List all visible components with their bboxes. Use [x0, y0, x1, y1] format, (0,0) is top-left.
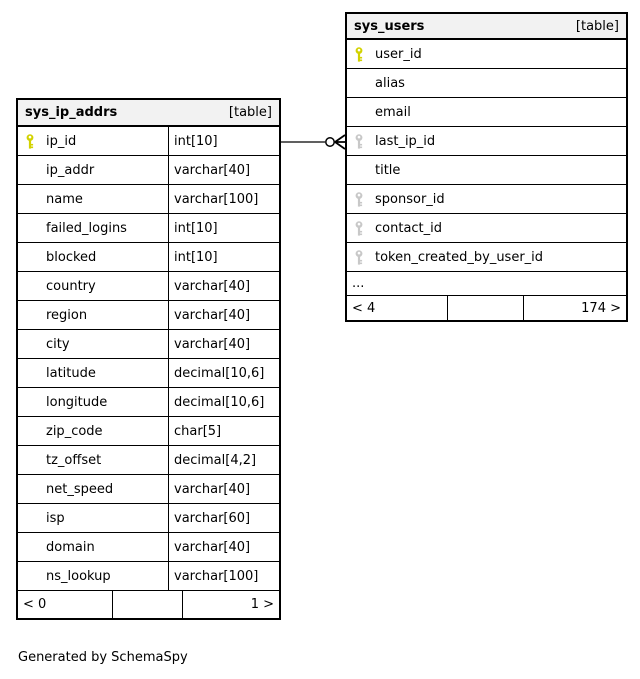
foreign-key-icon [354, 221, 375, 236]
column-name: email [375, 104, 411, 120]
column-type: varchar[40] [168, 272, 279, 300]
column-type: varchar[100] [168, 562, 279, 590]
column-name: latitude [46, 365, 96, 381]
column-type: int[10] [168, 127, 279, 155]
column-row-ip-id [18, 127, 279, 156]
column-type: decimal[10,6] [168, 388, 279, 416]
column-name: ip_addr [46, 162, 95, 178]
column-type: decimal[4,2] [168, 446, 279, 474]
column-name: user_id [375, 46, 422, 62]
column-row-user-id [347, 40, 626, 69]
pager-next: 174 > [523, 296, 626, 320]
generated-by-note: Generated by SchemaSpy [18, 650, 188, 665]
more-columns-ellipsis: ... [347, 272, 626, 296]
column-type: char[5] [168, 417, 279, 445]
column-row-contact-id [347, 214, 626, 243]
pager-next: 1 > [182, 591, 279, 618]
column-name: longitude [46, 394, 108, 410]
column-name: failed_logins [46, 220, 127, 236]
column-name: token_created_by_user_id [375, 249, 544, 265]
column-name: ip_id [46, 133, 77, 149]
column-name: blocked [46, 249, 97, 265]
column-row-title [347, 156, 626, 185]
table-pager [18, 591, 279, 618]
column-name: zip_code [46, 423, 103, 439]
pager-spacer [447, 296, 522, 320]
column-name: alias [375, 75, 405, 91]
column-name: title [375, 162, 401, 178]
column-type: varchar[40] [168, 156, 279, 184]
column-name: city [46, 336, 70, 352]
column-name: name [46, 191, 83, 207]
column-name: last_ip_id [375, 133, 436, 149]
column-name: isp [46, 510, 65, 526]
foreign-key-icon [354, 250, 375, 265]
column-type: varchar[40] [168, 330, 279, 358]
column-row-domain [18, 533, 279, 562]
column-name: contact_id [375, 220, 443, 236]
column-list [347, 40, 626, 272]
pager-prev: < 4 [352, 300, 376, 316]
column-name: country [46, 278, 96, 294]
table-name: sys_users [354, 18, 425, 34]
column-row-city [18, 330, 279, 359]
column-row-ns-lookup [18, 562, 279, 591]
pager-spacer [112, 591, 182, 618]
column-type: varchar[40] [168, 301, 279, 329]
column-type: varchar[40] [168, 475, 279, 503]
column-name: sponsor_id [375, 191, 445, 207]
column-row-region [18, 301, 279, 330]
table-sys-ip-addrs[interactable] [16, 98, 281, 620]
column-row-sponsor-id [347, 185, 626, 214]
table-sys-users[interactable] [345, 12, 628, 322]
column-name: domain [46, 539, 95, 555]
column-type: int[10] [168, 243, 279, 271]
foreign-key-icon [354, 192, 375, 207]
column-row-last-ip-id [347, 127, 626, 156]
table-header [18, 100, 279, 127]
relationship-connector-ip-id-to-last-ip-id [280, 131, 345, 153]
column-row-alias [347, 69, 626, 98]
pager-prev: < 0 [23, 597, 47, 612]
table-pager [347, 296, 626, 320]
column-row-token-created-by-user-id [347, 243, 626, 272]
column-row-name [18, 185, 279, 214]
column-type: varchar[60] [168, 504, 279, 532]
foreign-key-icon [354, 134, 375, 149]
column-type: int[10] [168, 214, 279, 242]
column-row-isp [18, 504, 279, 533]
primary-key-icon [25, 134, 46, 149]
column-row-net-speed [18, 475, 279, 504]
table-name: sys_ip_addrs [25, 105, 118, 120]
column-type: decimal[10,6] [168, 359, 279, 387]
column-row-latitude [18, 359, 279, 388]
table-header [347, 14, 626, 40]
primary-key-icon [354, 47, 375, 62]
table-type-badge: [table] [228, 105, 272, 120]
column-row-blocked [18, 243, 279, 272]
column-name: net_speed [46, 481, 114, 497]
column-list [18, 127, 279, 591]
column-row-failed-logins [18, 214, 279, 243]
column-row-ip-addr [18, 156, 279, 185]
column-row-email [347, 98, 626, 127]
table-type-badge: [table] [575, 18, 619, 34]
column-name: region [46, 307, 88, 323]
column-type: varchar[40] [168, 533, 279, 561]
column-row-country [18, 272, 279, 301]
column-name: ns_lookup [46, 568, 111, 584]
column-type: varchar[100] [168, 185, 279, 213]
column-row-tz-offset [18, 446, 279, 475]
column-name: tz_offset [46, 452, 102, 468]
column-row-zip-code [18, 417, 279, 446]
column-row-longitude [18, 388, 279, 417]
